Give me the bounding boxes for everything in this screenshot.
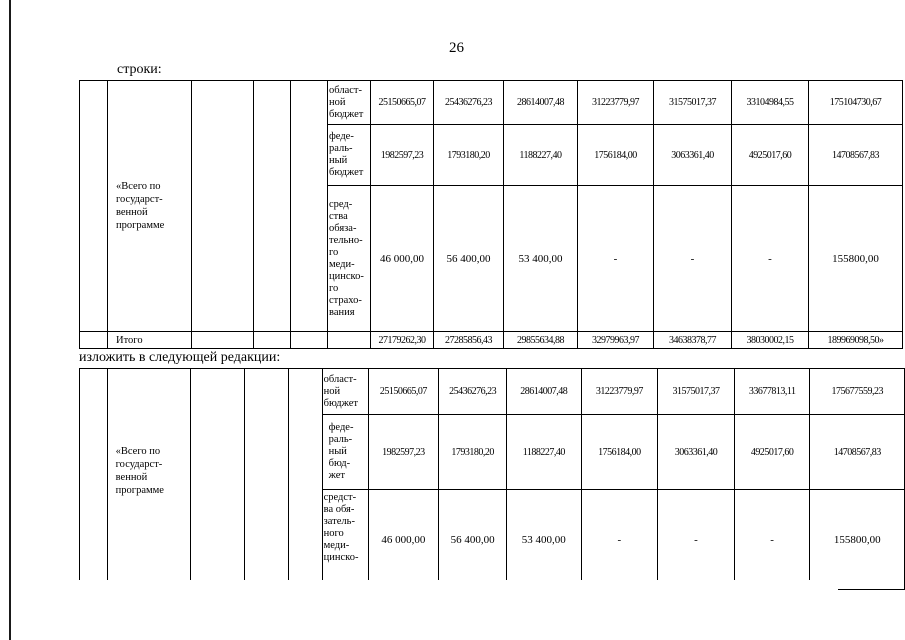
empty-cell	[254, 332, 291, 349]
empty-cell	[328, 332, 371, 349]
value-cell: -	[654, 186, 732, 332]
value-cell: 1982597,23	[371, 125, 434, 186]
page-bottom-margin	[78, 580, 838, 640]
value-cell: 189969098,50»	[809, 332, 903, 349]
value-cell: 14708567,83	[809, 125, 903, 186]
empty-cell	[192, 332, 254, 349]
value-cell: 14708567,83	[810, 415, 905, 490]
budget-table-original	[79, 80, 903, 349]
value-cell: 33677813,11	[734, 369, 810, 415]
value-cell: 155800,00	[810, 490, 905, 590]
empty-cell	[244, 369, 288, 590]
total-row	[80, 332, 903, 349]
total-label: Итого	[108, 332, 192, 349]
value-cell: 25150665,07	[368, 369, 439, 415]
value-cell: -	[658, 490, 735, 590]
funding-source-cell: средст- ва обя- затель- ного меди- цинско-	[322, 490, 368, 590]
value-cell: 33104984,55	[732, 81, 809, 125]
value-cell: 46 000,00	[371, 186, 434, 332]
empty-cell	[80, 81, 108, 332]
value-cell: 31223779,97	[581, 369, 658, 415]
empty-cell	[191, 369, 244, 590]
value-cell: 1793180,20	[434, 125, 504, 186]
value-cell: 3063361,40	[654, 125, 732, 186]
value-cell: 25436276,23	[439, 369, 507, 415]
program-name-cell: «Всего по государст- венной программе	[108, 81, 192, 332]
value-cell: -	[581, 490, 658, 590]
value-cell: -	[734, 490, 810, 590]
value-cell: 29855634,88	[504, 332, 578, 349]
empty-cell	[291, 332, 328, 349]
value-cell: 1188227,40	[506, 415, 581, 490]
value-cell: 31575017,37	[658, 369, 735, 415]
value-cell: 3063361,40	[658, 415, 735, 490]
value-cell: 56 400,00	[434, 186, 504, 332]
page-edge-line	[9, 0, 11, 640]
empty-cell	[289, 369, 323, 590]
value-cell: 38030002,15	[732, 332, 809, 349]
funding-source-cell: феде- раль- ный бюд- жет	[322, 415, 368, 490]
value-cell: 53 400,00	[504, 186, 578, 332]
value-cell: 1188227,40	[504, 125, 578, 186]
value-cell: 27285856,43	[434, 332, 504, 349]
budget-table-revised	[79, 368, 905, 590]
page-number: 26	[449, 40, 464, 56]
value-cell: 4925017,60	[734, 415, 810, 490]
funding-source-cell: сред- ства обяза- тельно- го меди- цинско- го страхо- вания	[328, 186, 371, 332]
section-label-new-edition: изложить в следующей редакции:	[79, 350, 281, 365]
value-cell: 28614007,48	[504, 81, 578, 125]
value-cell: 32979963,97	[578, 332, 654, 349]
value-cell: 34638378,77	[654, 332, 732, 349]
value-cell: 1793180,20	[439, 415, 507, 490]
table-row	[80, 81, 903, 125]
value-cell: 1756184,00	[581, 415, 658, 490]
value-cell: 27179262,30	[371, 332, 434, 349]
value-cell: 53 400,00	[506, 490, 581, 590]
value-cell: -	[578, 186, 654, 332]
value-cell: 25150665,07	[371, 81, 434, 125]
funding-source-cell: феде- раль- ный бюджет	[328, 125, 371, 186]
value-cell: 31223779,97	[578, 81, 654, 125]
section-label-rows: строки:	[117, 62, 162, 77]
value-cell: 4925017,60	[732, 125, 809, 186]
value-cell: 1756184,00	[578, 125, 654, 186]
value-cell: 175677559,23	[810, 369, 905, 415]
empty-cell	[291, 81, 328, 332]
value-cell: 31575017,37	[654, 81, 732, 125]
value-cell: 25436276,23	[434, 81, 504, 125]
value-cell: 175104730,67	[809, 81, 903, 125]
program-name-cell: «Всего по государст- венной программе	[107, 369, 191, 590]
funding-source-cell: област- ной бюджет	[322, 369, 368, 415]
empty-cell	[254, 81, 291, 332]
table-row	[80, 369, 905, 415]
value-cell: 46 000,00	[368, 490, 439, 590]
empty-cell	[80, 332, 108, 349]
funding-source-cell: област- ной бюджет	[328, 81, 371, 125]
value-cell: 56 400,00	[439, 490, 507, 590]
empty-cell	[80, 369, 108, 590]
value-cell: 1982597,23	[368, 415, 439, 490]
empty-cell	[192, 81, 254, 332]
value-cell: 28614007,48	[506, 369, 581, 415]
value-cell: -	[732, 186, 809, 332]
value-cell: 155800,00	[809, 186, 903, 332]
